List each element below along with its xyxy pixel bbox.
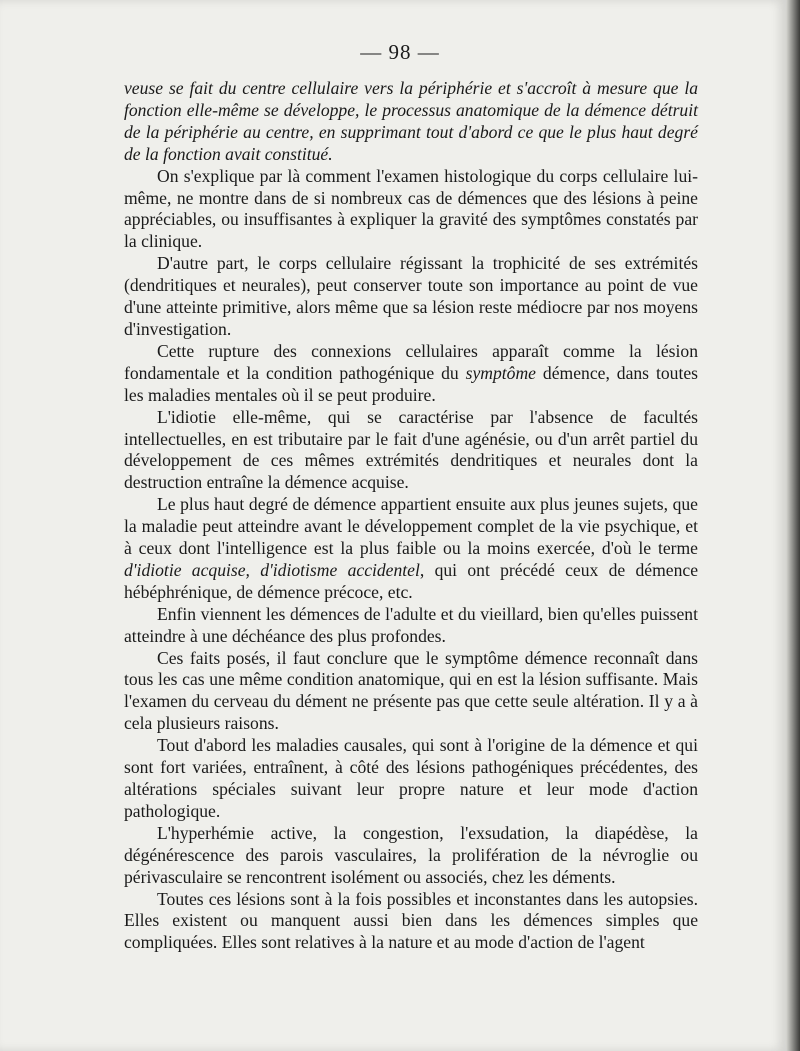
text-segment: Le plus haut degré de démence appartient ensuite aux plus jeunes sujets, que la maladie peut atteindre avant le développement complet de la vie psychique, et à ceux dont l'intelligence est la plus faible ou la moins exercée, d'où le terme [124, 494, 698, 559]
text-segment: On s'explique par là comment l'examen histologique du corps cellulaire lui-même, ne montre dans de si nombreux cas de démences que des lésions à peine appréciables, ou insuffisantes à expliquer la gravité des symptômes constatés par la clinique. [124, 165, 698, 252]
paragraph [124, 823, 698, 889]
text-segment: Toutes ces lésions sont à la fois possibles et inconstantes dans les autopsies. Elles existent ou manquent aussi bien dans les démences simples que compliquées. Elles sont relatives à la nature et au mode d'action de l'agent [124, 888, 698, 953]
text-segment: , qui ont précédé ceux de démence hébéphrénique, de démence précoce, etc. [124, 559, 698, 602]
book-spine-shadow [786, 0, 800, 1051]
paragraph [124, 889, 698, 955]
text-segment: Cette rupture des connexions cellulaires apparaît comme la lésion fondamentale et la condition pathogénique du [124, 340, 698, 383]
page-number: — 98 — [360, 40, 440, 64]
paragraph [124, 648, 698, 736]
paragraph [124, 341, 698, 407]
paragraph [124, 253, 698, 341]
text-segment: L'hyperhémie active, la congestion, l'exsudation, la diapédèse, la dégénérescence des parois vasculaires, la prolifération de la névroglie ou périvasculaire se rencontrent isolément ou associés, chez les déments. [124, 822, 698, 887]
text-segment: démence, dans toutes les maladies mentales où il se peut produire. [124, 362, 698, 405]
text-segment: D'autre part, le corps cellulaire régissant la trophicité de ses extrémités (dendritiques et neurales), peut conserver toute son importance au point de vue d'une atteinte primitive, alors même que sa lésion reste médiocre par nos moyens d'investigation. [124, 253, 698, 339]
text-segment: L'idiotie elle-même, qui se caractérise par l'absence de facultés intellectuelles, en est tributaire par le fait d'une agénésie, ou d'un arrêt partiel du développement de ces mêmes extrémités dendritiques et neurales dont la destruction entraîne la démence acquise. [124, 406, 698, 493]
italic-text: symptôme [465, 362, 536, 383]
paragraph [124, 735, 698, 823]
paragraph [124, 604, 698, 648]
text-segment: Ces faits posés, il faut conclure que le symptôme démence reconnaît dans tous les cas une même condition anatomique, qui en est la lésion suffisante. Mais l'examen du cerveau du dément ne présente pas que cette seule altération. Il y a à cela plusieurs raisons. [124, 647, 698, 734]
paragraph [124, 78, 698, 166]
paragraph [124, 166, 698, 254]
paragraph [124, 494, 698, 604]
italic-text: d'idiotie acquise, d'idiotisme accidentel [124, 559, 420, 580]
body-text [124, 78, 698, 954]
text-segment: Tout d'abord les maladies causales, qui sont à l'origine de la démence et qui sont fort variées, entraînent, à côté des lésions pathogéniques précédentes, des altérations spéciales suivant leur propre nature et leur mode d'action pathologique. [124, 735, 698, 821]
italic-text: veuse se fait du centre cellulaire vers la périphérie et s'accroît à mesure que la fonction elle-même se développe, le processus anatomique de la démence détruit de la périphérie au centre, en supprimant tout d'abord ce que le plus haut degré de la fonction avait constitué. [124, 78, 698, 164]
text-segment: Enfin viennent les démences de l'adulte et du vieillard, bien qu'elles puissent atteindre à une déchéance des plus profondes. [124, 603, 698, 646]
paragraph [124, 407, 698, 495]
